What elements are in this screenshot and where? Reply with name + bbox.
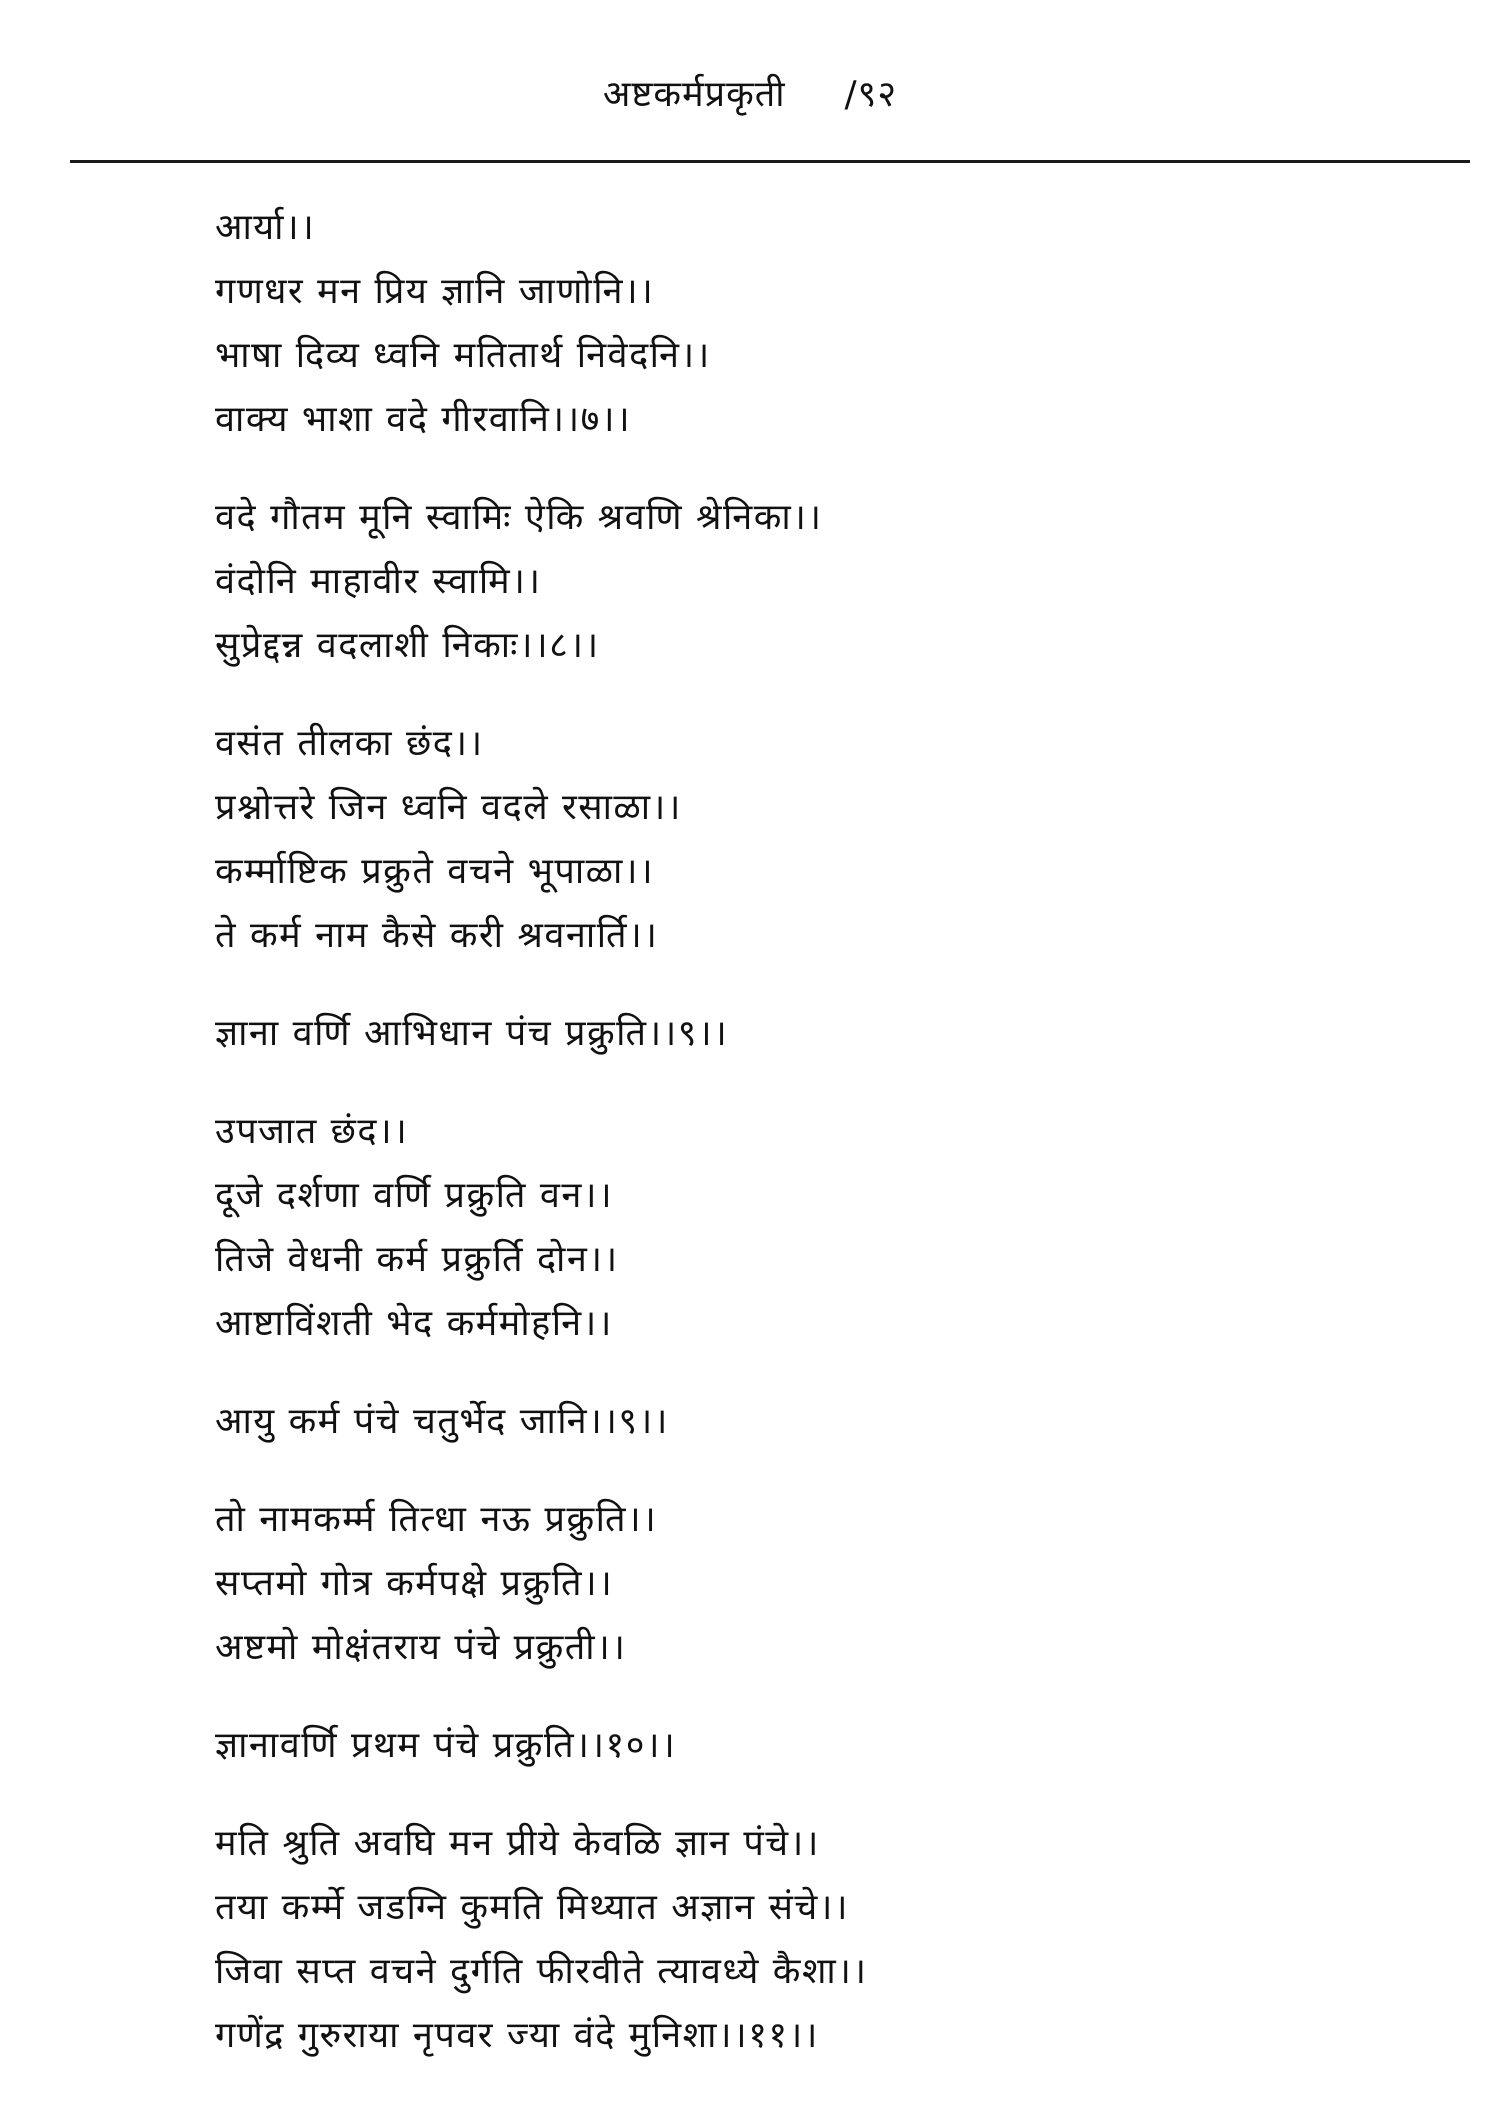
verse-line: आष्टाविंशती भेद कर्ममोहनि।। <box>215 1303 613 1344</box>
stanza <box>215 486 1445 678</box>
verse-line: वाक्य भाशा वदे गीरवानि।।७।। <box>215 399 632 440</box>
verse-line: सप्तमो गोत्र कर्मपक्षे प्रक्रुति।। <box>215 1563 614 1604</box>
verse-line: वसंत तीलका छंद।। <box>215 723 484 764</box>
stanza <box>215 1812 1445 2068</box>
verse-line: तो नामकर्म्म तित्धा नऊ प्रक्रुति।। <box>215 1499 658 1540</box>
verse-line: सुप्रेद्दन्न वदलाशी निकाः।।८।। <box>215 625 600 666</box>
verse-line: ज्ञानावर्णि प्रथम पंचे प्रक्रुति।।१०।। <box>215 1725 677 1766</box>
verse-line: प्रश्नोत्तरे जिन ध्वनि वदले रसाळा।। <box>215 787 682 828</box>
verse-body <box>215 196 1445 2102</box>
verse-line: गणेंद्र गुरुराया नृपवर ज्या वंदे मुनिशा।।११।। <box>215 2015 819 2056</box>
verse-line: दूजे दर्शणा वर्णि प्रक्रुति वन।। <box>215 1175 614 1216</box>
verse-line: वंदोनि माहावीर स्वामि।। <box>215 561 542 602</box>
verse-line: उपजात छंद।। <box>215 1111 409 1152</box>
stanza <box>215 1488 1445 1680</box>
verse-line: आर्या।। <box>215 207 316 248</box>
verse-line: वदे गौतम मूनि स्वामिः ऐकि श्रवणि श्रेनिका।। <box>215 497 823 538</box>
verse-line: गणधर मन प्रिय ज्ञानि जाणोनि।। <box>215 271 655 312</box>
stanza <box>215 1100 1445 1356</box>
stanza <box>215 712 1445 968</box>
verse-line: ते कर्म नाम कैसे करी श्रवनार्ति।। <box>215 915 659 956</box>
header-rule <box>70 160 1470 163</box>
verse-line: अष्टमो मोक्षंतराय पंचे प्रक्रुती।। <box>215 1627 627 1668</box>
header-title: अष्टकर्मप्रकृती <box>602 74 786 115</box>
page-number: /९२ <box>844 74 898 115</box>
stanza <box>215 196 1445 452</box>
verse-line: तया कर्म्मे जडग्नि कुमति मिथ्यात अज्ञान संचे।। <box>215 1887 850 1928</box>
stanza <box>215 1002 1445 1066</box>
verse-line: मति श्रुति अवघि मन प्रीये केवळि ज्ञान पंचे।। <box>215 1823 820 1864</box>
verse-line: आयु कर्म पंचे चतुर्भेद जानि।।९।। <box>215 1401 669 1442</box>
verse-line: तिजे वेधनी कर्म प्रक्रुर्ति दोन।। <box>215 1239 619 1280</box>
stanza <box>215 1390 1445 1454</box>
stanza <box>215 1714 1445 1778</box>
verse-line: भाषा दिव्य ध्वनि मतितार्थ निवेदनि।। <box>215 335 711 376</box>
verse-line: ज्ञाना वर्णि आभिधान पंच प्रक्रुति।।९।। <box>215 1013 729 1054</box>
running-header <box>0 68 1500 117</box>
verse-line: कर्म्माष्टिक प्रक्रुते वचने भूपाळा।। <box>215 851 655 892</box>
verse-line: जिवा सप्त वचने दुर्गति फीरवीते त्यावध्ये कैशा।। <box>215 1951 868 1992</box>
